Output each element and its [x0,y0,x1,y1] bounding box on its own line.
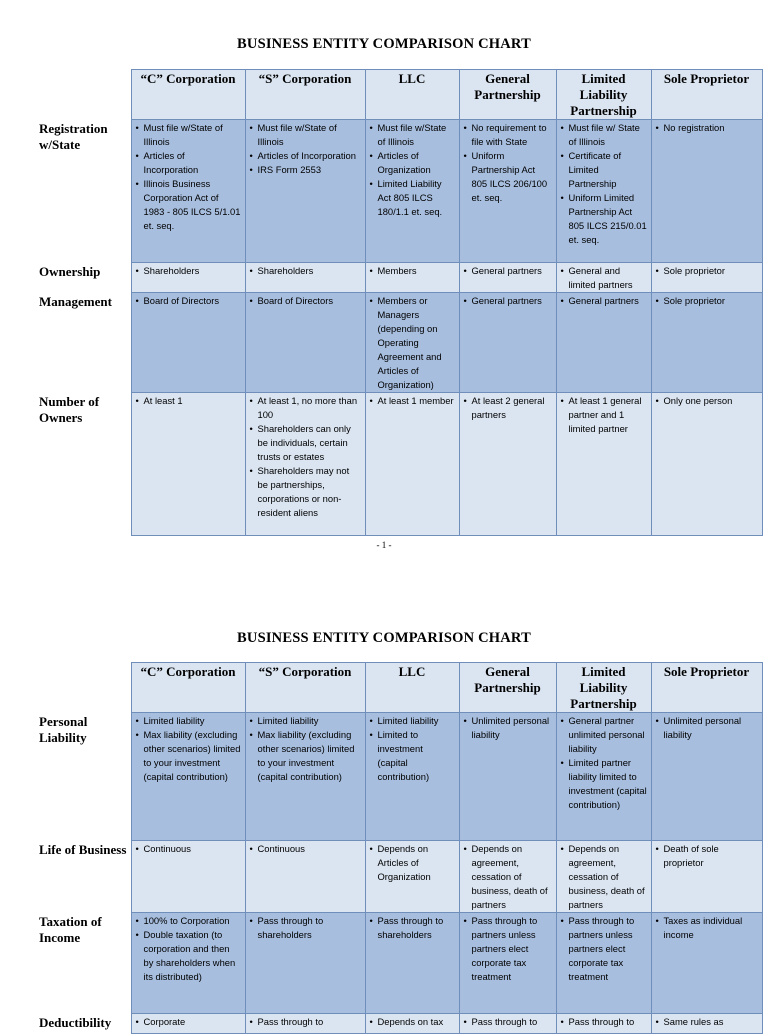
bullet-list [463,1015,553,1029]
bullet-item: • Shareholders can only be individuals, certain trusts or estates [249,422,362,464]
table-cell [651,263,762,293]
column-header-llc: LLC [365,663,459,713]
bullet-list [249,121,362,177]
bullet-item: • Pass through to [560,1015,648,1029]
bullet-list [135,714,242,784]
table-cell [556,393,651,536]
bullet-list [463,394,553,422]
bullet-item: • Unlimited personal liability [655,714,759,742]
table-cell [245,713,365,841]
table-cell [459,120,556,263]
row-management [35,293,762,393]
table-cell [365,841,459,913]
bullet-item: • Limited liability [249,714,362,728]
bullet-list [249,294,362,308]
column-header-general-partnership: General Partnership [459,70,556,120]
table-cell [365,913,459,1014]
bullet-item: • No registration [655,121,759,135]
bullet-list [560,842,648,912]
table-cell [365,120,459,263]
bullet-list [560,714,648,812]
table-cell [651,913,762,1014]
bullet-item: • Must file w/ State of Illinois [560,121,648,149]
bullet-item: • Sole proprietor [655,264,759,278]
column-header-general-partnership: General Partnership [459,663,556,713]
bullet-item: • Same rules as [655,1015,759,1029]
table-cell [131,393,245,536]
bullet-list [249,842,362,856]
table-cell [365,293,459,393]
bullet-list [369,914,456,942]
column-header-c-corp: “C” Corporation [131,663,245,713]
bullet-item: • Articles of Incorporation [135,149,242,177]
bullet-list [249,394,362,520]
bullet-item: • Double taxation (to corporation and then by shareholders when its distributed) [135,928,242,984]
bullet-item: • Continuous [249,842,362,856]
bullet-item: • Pass through to shareholders [249,914,362,942]
table-cell [459,293,556,393]
bullet-item: • Pass through to shareholders [369,914,456,942]
bullet-item: • Pass through to partners unless partners elect corporate tax treatment [560,914,648,984]
table-cell [556,841,651,913]
bullet-list [249,914,362,942]
row-header: Deductibility [35,1014,131,1034]
bullet-list [369,264,456,278]
bullet-item: • General and limited partners [560,264,648,292]
bullet-item: • At least 1 [135,394,242,408]
bullet-list [463,294,553,308]
bullet-list [369,121,456,219]
comparison-table-page-1 [35,69,763,536]
table-cell [459,713,556,841]
bullet-list [369,842,456,884]
bullet-item: • Members [369,264,456,278]
bullet-item: • Shareholders [249,264,362,278]
column-header-llp: Limited Liability Partnership [556,70,651,120]
table-cell [459,913,556,1014]
bullet-item: • Certificate of Limited Partnership [560,149,648,191]
bullet-item: • At least 1, no more than 100 [249,394,362,422]
bullet-item: • Corporate [135,1015,242,1029]
table-cell [556,293,651,393]
bullet-item: • No requirement to file with State [463,121,553,149]
row-header: Personal Liability [35,713,131,841]
header-row [35,663,762,713]
bullet-item: • Must file w/State of Illinois [249,121,362,149]
bullet-item: • Pass through to partners unless partners elect corporate tax treatment [463,914,553,984]
bullet-item: • Limited partner liability limited to investment (capital contribution) [560,756,648,812]
row-header: Registration w/State [35,120,131,263]
bullet-list [463,264,553,278]
bullet-list [135,264,242,278]
table-cell [131,913,245,1014]
bullet-list [249,714,362,784]
bullet-list [655,294,759,308]
bullet-list [135,914,242,984]
row-taxation-of-income [35,913,762,1014]
header-row [35,70,762,120]
table-cell [131,713,245,841]
table-cell [556,120,651,263]
row-header: Management [35,293,131,393]
table-cell [245,841,365,913]
row-ownership [35,263,762,293]
bullet-item: • Sole proprietor [655,294,759,308]
bullet-item: • Illinois Business Corporation Act of 1983 - 805 ILCS 5/1.01 et. seq. [135,177,242,233]
table-cell [651,393,762,536]
table-cell [131,263,245,293]
bullet-item: • General partners [560,294,648,308]
bullet-item: • General partners [463,264,553,278]
bullet-item: • Shareholders [135,264,242,278]
bullet-item: • At least 2 general partners [463,394,553,422]
table-cell [651,120,762,263]
table-cell [245,293,365,393]
column-header-c-corp: “C” Corporation [131,70,245,120]
bullet-list [249,1015,362,1029]
table-cell [651,841,762,913]
table-cell [556,913,651,1014]
bullet-list [463,842,553,912]
bullet-list [655,264,759,278]
corner-cell [35,70,131,120]
table-cell [365,713,459,841]
table-cell [131,841,245,913]
column-header-s-corp: “S” Corporation [245,70,365,120]
row-header: Taxation of Income [35,913,131,1014]
bullet-item: • Max liability (excluding other scenarios) limited to your investment (capital contribution) [249,728,362,784]
bullet-list [560,121,648,247]
table-cell [365,263,459,293]
bullet-list [655,914,759,942]
bullet-list [655,394,759,408]
table-cell [556,263,651,293]
bullet-list [369,394,456,408]
table-cell [459,841,556,913]
bullet-item: • Depends on Articles of Organization [369,842,456,884]
comparison-table-page-2 [35,662,763,1034]
bullet-item: • Taxes as individual income [655,914,759,942]
bullet-list [463,914,553,984]
page-number: - 1 - [376,540,392,550]
bullet-item: • Max liability (excluding other scenarios) limited to your investment (capital contribution) [135,728,242,784]
bullet-list [369,1015,456,1029]
bullet-list [135,121,242,233]
table-cell [245,913,365,1014]
bullet-item: • Unlimited personal liability [463,714,553,742]
page-1-title: BUSINESS ENTITY COMPARISON CHART [237,36,531,52]
bullet-item: • Depends on tax [369,1015,456,1029]
bullet-list [463,714,553,742]
table-cell [459,393,556,536]
bullet-list [655,121,759,135]
bullet-item: • Uniform Partnership Act 805 ILCS 206/100 et. seq. [463,149,553,205]
bullet-item: • Limited liability [369,714,456,728]
bullet-item: • Articles of Incorporation [249,149,362,163]
bullet-item: • Limited Liability Act 805 ILCS 180/1.1 et. seq. [369,177,456,219]
bullet-item: • Shareholders may not be partnerships, corporations or non-resident aliens [249,464,362,520]
bullet-list [655,714,759,742]
row-header: Ownership [35,263,131,293]
bullet-item: • Board of Directors [135,294,242,308]
bullet-item: • General partners [463,294,553,308]
row-header: Number of Owners [35,393,131,536]
bullet-item: • Depends on agreement, cessation of business, death of partners [463,842,553,912]
table-cell [131,293,245,393]
table-cell [556,713,651,841]
bullet-item: • Depends on agreement, cessation of business, death of partners [560,842,648,912]
row-registration [35,120,762,263]
bullet-item: • Board of Directors [249,294,362,308]
bullet-item: • Only one person [655,394,759,408]
table-cell [365,393,459,536]
column-header-s-corp: “S” Corporation [245,663,365,713]
bullet-list [560,294,648,308]
bullet-list [463,121,553,205]
column-header-sole-proprietor: Sole Proprietor [651,70,762,120]
table-cell [651,293,762,393]
column-header-sole-proprietor: Sole Proprietor [651,663,762,713]
bullet-list [560,914,648,984]
table-cell [245,120,365,263]
bullet-list [560,1015,648,1029]
table-cell [245,393,365,536]
table-cell [245,263,365,293]
bullet-item: • Limited to investment (capital contribution) [369,728,456,784]
table-cell [131,120,245,263]
bullet-item: • IRS Form 2553 [249,163,362,177]
corner-cell [35,663,131,713]
row-number-of-owners [35,393,762,536]
row-personal-liability [35,713,762,841]
bullet-item: • Must file w/State of Illinois [369,121,456,149]
bullet-list [655,1015,759,1029]
table-cell [651,713,762,841]
bullet-list [135,842,242,856]
bullet-list [135,394,242,408]
bullet-list [249,264,362,278]
bullet-list [560,264,648,292]
bullet-item: • At least 1 member [369,394,456,408]
bullet-item: • 100% to Corporation [135,914,242,928]
column-header-llc: LLC [365,70,459,120]
bullet-list [135,1015,242,1029]
bullet-list [560,394,648,436]
bullet-item: • Continuous [135,842,242,856]
page-2-title: BUSINESS ENTITY COMPARISON CHART [237,630,531,646]
bullet-item: • Members or Managers (depending on Operating Agreement and Articles of Organization) [369,294,456,392]
column-header-llp: Limited Liability Partnership [556,663,651,713]
bullet-item: • Death of sole proprietor [655,842,759,870]
bullet-list [369,294,456,392]
row-life-of-business [35,841,762,913]
bullet-list [655,842,759,870]
bullet-item: • Pass through to [463,1015,553,1029]
bullet-item: • Articles of Organization [369,149,456,177]
bullet-item: • Must file w/State of Illinois [135,121,242,149]
bullet-item: • Pass through to [249,1015,362,1029]
row-header: Life of Business [35,841,131,913]
bullet-item: • At least 1 general partner and 1 limited partner [560,394,648,436]
table-cell [459,263,556,293]
bullet-list [369,714,456,784]
bullet-item: • Limited liability [135,714,242,728]
bullet-list [135,294,242,308]
bullet-item: • Uniform Limited Partnership Act 805 ILCS 215/0.01 et. seq. [560,191,648,247]
bullet-item: • General partner unlimited personal liability [560,714,648,756]
